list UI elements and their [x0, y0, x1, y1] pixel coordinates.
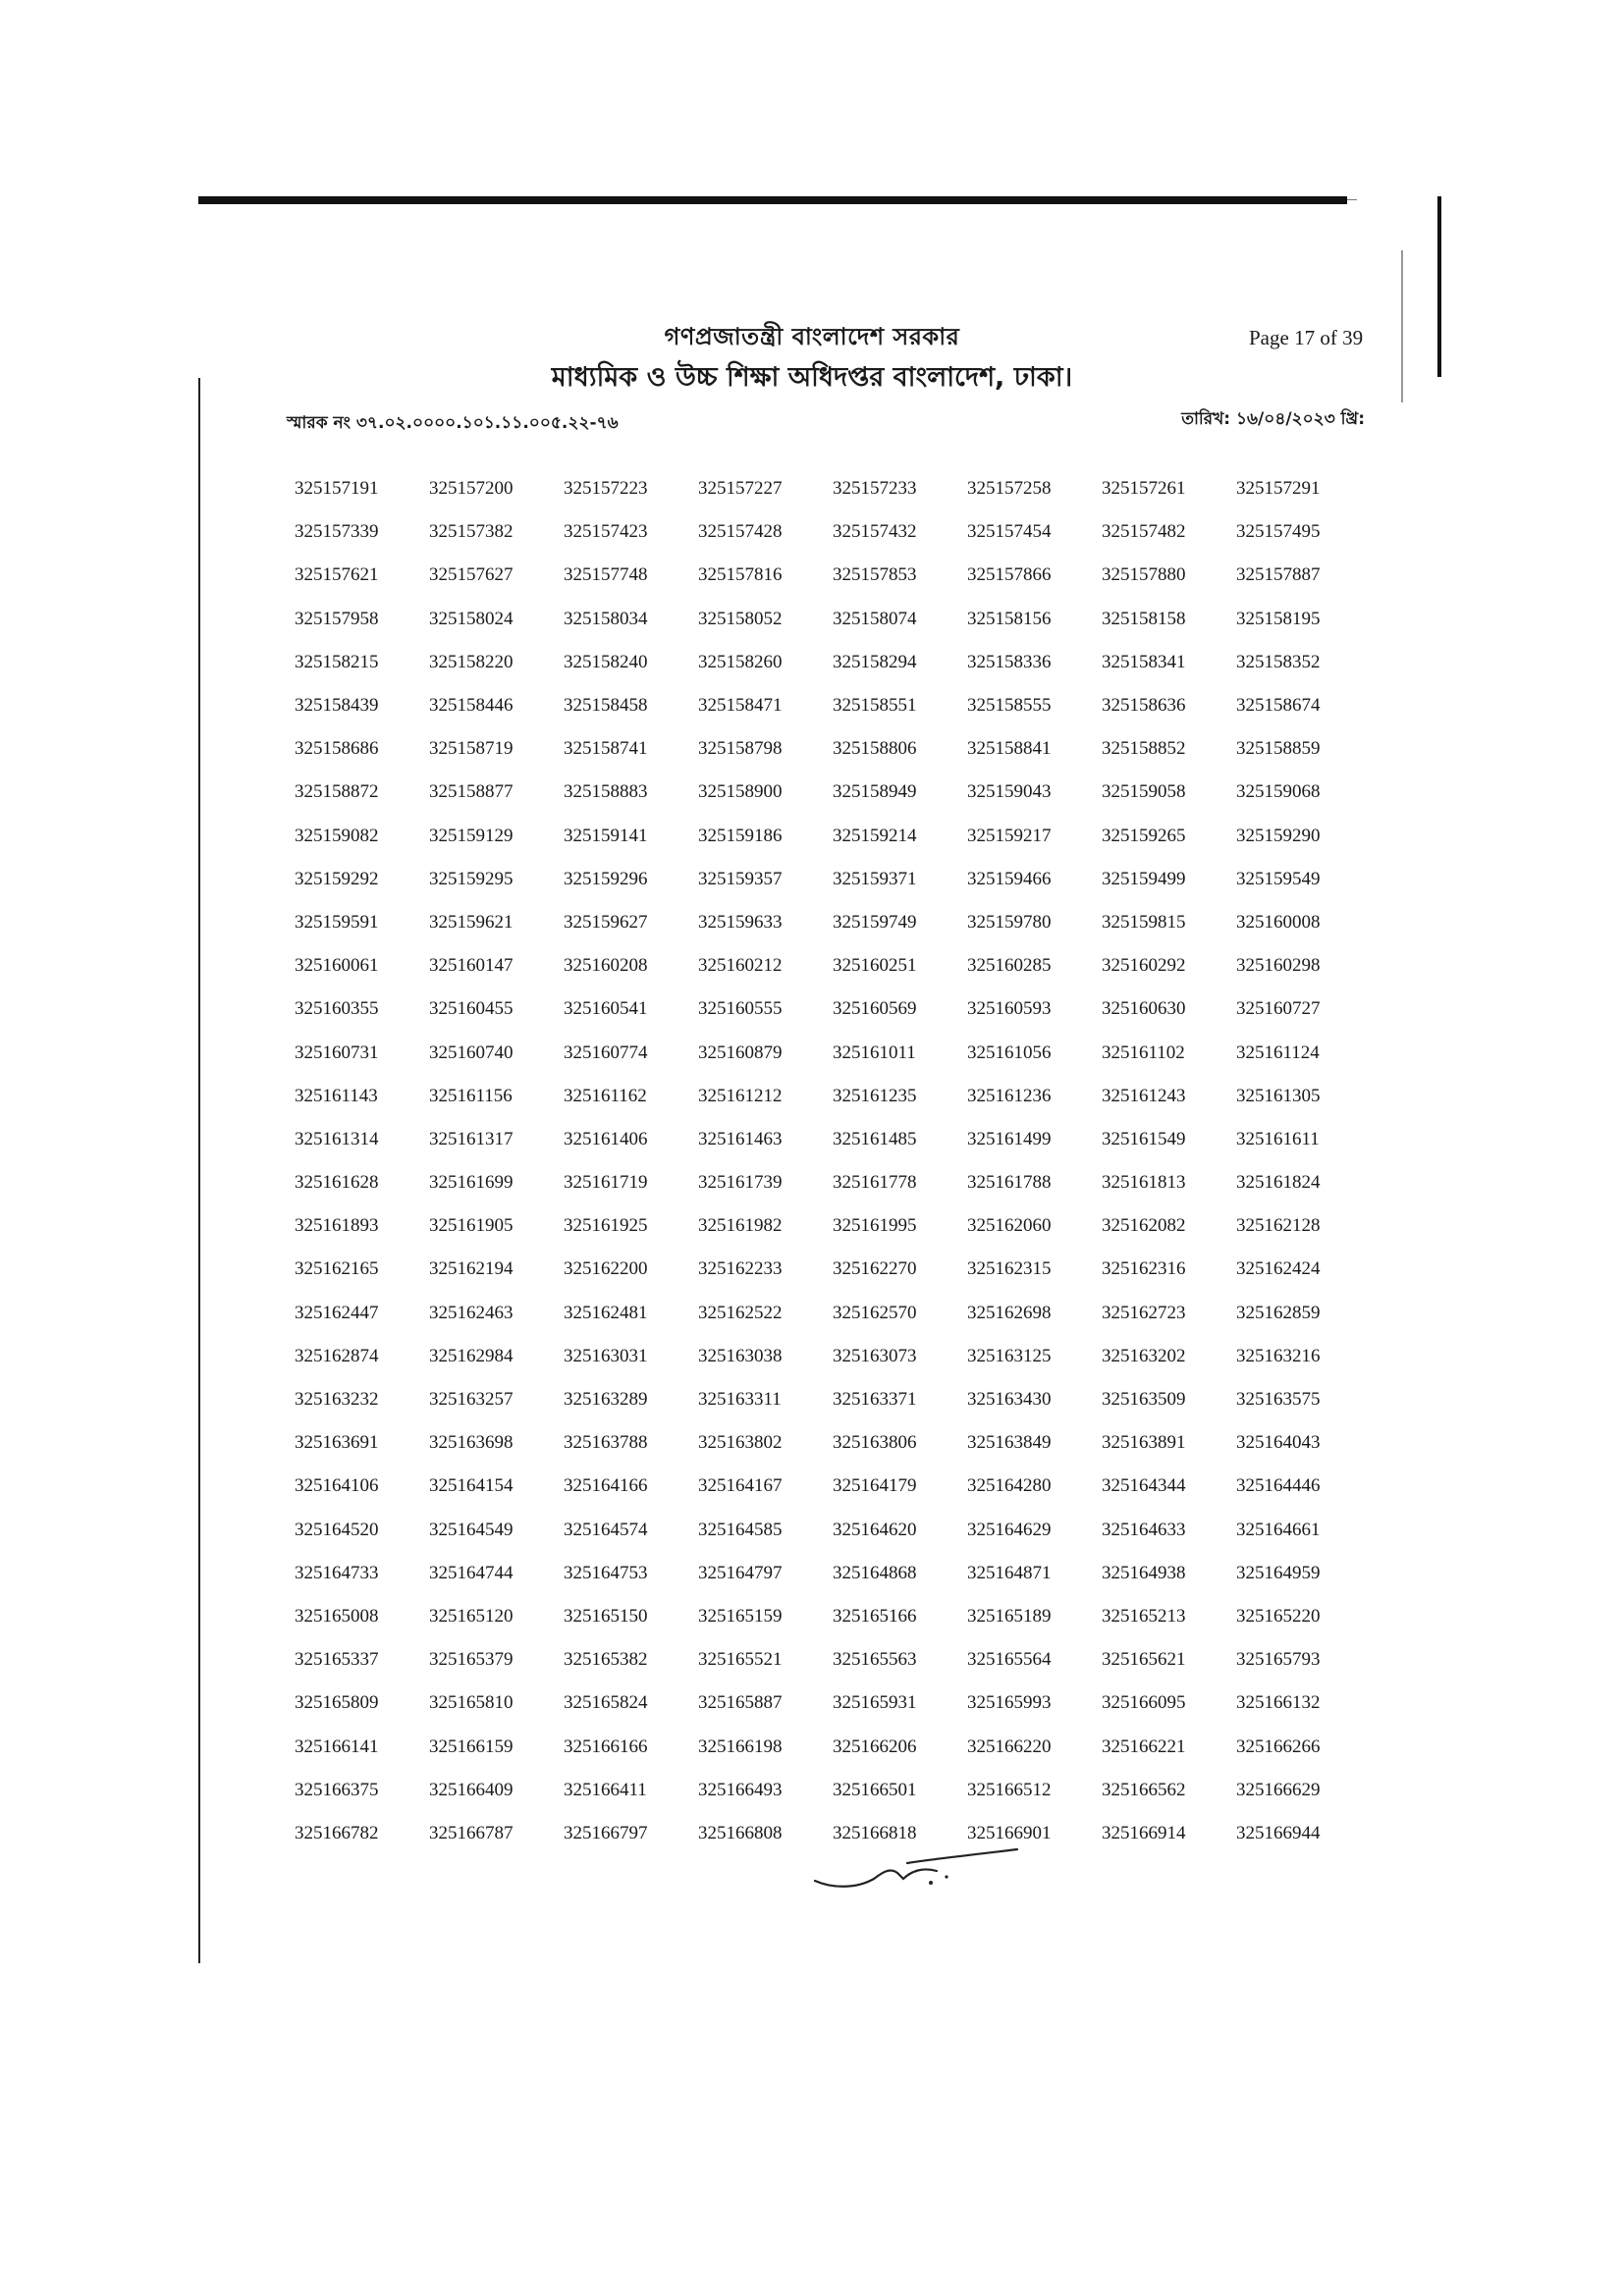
- roll-number-cell: 325166221: [1102, 1735, 1186, 1757]
- roll-number-cell: 325163891: [1102, 1432, 1186, 1454]
- roll-number-cell: 325158336: [967, 651, 1052, 672]
- roll-number-cell: 325159371: [833, 868, 917, 889]
- roll-number-cell: 325166266: [1236, 1735, 1321, 1757]
- roll-number-cell: 325163202: [1102, 1345, 1186, 1366]
- table-row: [295, 901, 1375, 944]
- roll-number-cell: 325162463: [429, 1302, 514, 1323]
- roll-number-cell: 325164154: [429, 1475, 514, 1497]
- roll-number-cell: 325158674: [1236, 695, 1321, 717]
- roll-number-cell: 325161719: [564, 1172, 648, 1194]
- roll-number-cell: 325164166: [564, 1475, 648, 1497]
- roll-number-cell: 325165120: [429, 1605, 514, 1627]
- roll-number-cell: 325159290: [1236, 825, 1321, 846]
- table-row: [295, 467, 1375, 510]
- roll-number-cell: 325166220: [967, 1735, 1052, 1757]
- roll-number-cell: 325166159: [429, 1735, 514, 1757]
- roll-number-cell: 325157432: [833, 521, 917, 543]
- roll-number-cell: 325158471: [698, 695, 783, 717]
- roll-number-cell: 325162698: [967, 1302, 1052, 1323]
- roll-number-cell: 325158446: [429, 695, 514, 717]
- roll-number-cell: 325162723: [1102, 1302, 1186, 1323]
- roll-number-cell: 325161611: [1236, 1128, 1320, 1149]
- table-row: [295, 815, 1375, 858]
- roll-number-cell: 325159082: [295, 825, 379, 846]
- roll-number-cell: 325166141: [295, 1735, 379, 1757]
- table-row: [295, 988, 1375, 1031]
- roll-number-cell: 325164179: [833, 1475, 917, 1497]
- table-row: [295, 1335, 1375, 1378]
- roll-number-cell: 325166787: [429, 1822, 514, 1843]
- roll-number-cell: 325165621: [1102, 1649, 1186, 1671]
- roll-number-cell: 325157233: [833, 478, 917, 500]
- roll-number-cell: 325164959: [1236, 1562, 1321, 1583]
- roll-number-cell: 325161549: [1102, 1128, 1186, 1149]
- roll-number-table: [295, 467, 1375, 1855]
- roll-number-cell: 325162481: [564, 1302, 648, 1323]
- roll-number-cell: 325161056: [967, 1041, 1052, 1063]
- roll-number-cell: 325165220: [1236, 1605, 1321, 1627]
- roll-number-cell: 325159141: [564, 825, 648, 846]
- roll-number-cell: 325162570: [833, 1302, 917, 1323]
- roll-number-cell: 325160541: [564, 998, 648, 1020]
- roll-number-cell: 325161305: [1236, 1085, 1321, 1106]
- roll-number-cell: 325158841: [967, 738, 1052, 760]
- table-row: [295, 1378, 1375, 1421]
- roll-number-cell: 325158551: [833, 695, 917, 717]
- roll-number-cell: 325161235: [833, 1085, 917, 1106]
- roll-number-cell: 325158052: [698, 608, 783, 629]
- roll-number-cell: 325163802: [698, 1432, 783, 1454]
- roll-number-cell: 325165824: [564, 1692, 648, 1714]
- roll-number-cell: 325163849: [967, 1432, 1052, 1454]
- roll-number-cell: 325162984: [429, 1345, 514, 1366]
- roll-number-cell: 325158806: [833, 738, 917, 760]
- roll-number-cell: 325158859: [1236, 738, 1321, 760]
- roll-number-cell: 325161995: [833, 1215, 917, 1237]
- roll-number-cell: 325163430: [967, 1389, 1052, 1411]
- roll-number-cell: 325159633: [698, 911, 783, 933]
- roll-number-cell: 325162200: [564, 1258, 648, 1280]
- roll-number-cell: 325162424: [1236, 1258, 1321, 1280]
- department-title: মাধ্যমিক ও উচ্চ শিক্ষা অধিদপ্তর বাংলাদেশ, ঢাকা।: [551, 362, 1073, 393]
- table-row: [295, 1595, 1375, 1638]
- roll-number-cell: 325165159: [698, 1605, 783, 1627]
- roll-number-cell: 325158240: [564, 651, 648, 672]
- roll-number-cell: 325157880: [1102, 564, 1186, 586]
- roll-number-cell: 325161905: [429, 1215, 514, 1237]
- document-date: তারিখ: ১৬/০৪/২০২৩ খ্রি:: [1181, 409, 1365, 429]
- roll-number-cell: 325163038: [698, 1345, 783, 1366]
- roll-number-cell: 325165213: [1102, 1605, 1186, 1627]
- roll-number-cell: 325161236: [967, 1085, 1052, 1106]
- roll-number-cell: 325165379: [429, 1649, 514, 1671]
- roll-number-cell: 325158156: [967, 608, 1052, 629]
- roll-number-cell: 325157627: [429, 564, 514, 586]
- table-row: [295, 1204, 1375, 1248]
- roll-number-cell: 325158034: [564, 608, 648, 629]
- roll-number-cell: 325164633: [1102, 1519, 1186, 1540]
- roll-number-cell: 325160555: [698, 998, 783, 1020]
- roll-number-cell: 325166944: [1236, 1822, 1321, 1843]
- roll-number-cell: 325161463: [698, 1128, 783, 1149]
- roll-number-cell: 325162874: [295, 1345, 379, 1366]
- left-margin-line: [198, 378, 200, 1963]
- roll-number-cell: 325163691: [295, 1432, 379, 1454]
- table-row: [295, 1465, 1375, 1508]
- roll-number-cell: 325163788: [564, 1432, 648, 1454]
- roll-number-cell: 325166375: [295, 1779, 379, 1800]
- table-row: [295, 598, 1375, 641]
- roll-number-cell: 325166901: [967, 1822, 1052, 1843]
- roll-number-cell: 325160593: [967, 998, 1052, 1020]
- roll-number-cell: 325166782: [295, 1822, 379, 1843]
- roll-number-cell: 325161162: [564, 1085, 647, 1106]
- table-row: [295, 771, 1375, 814]
- roll-number-cell: 325161406: [564, 1128, 648, 1149]
- government-title: গণপ্রজাতন্ত্রী বাংলাদেশ সরকার: [664, 323, 960, 350]
- roll-number-cell: 325158852: [1102, 738, 1186, 760]
- roll-number-cell: 325164620: [833, 1519, 917, 1540]
- roll-number-cell: 325159214: [833, 825, 917, 846]
- roll-number-cell: 325165810: [429, 1692, 514, 1714]
- table-row: [295, 1075, 1375, 1118]
- roll-number-cell: 325162270: [833, 1258, 917, 1280]
- roll-number-cell: 325166818: [833, 1822, 917, 1843]
- roll-number-cell: 325158260: [698, 651, 783, 672]
- top-rule: [198, 196, 1347, 204]
- roll-number-cell: 325160251: [833, 955, 917, 977]
- table-row: [295, 684, 1375, 727]
- roll-number-cell: 325163575: [1236, 1389, 1321, 1411]
- roll-number-cell: 325160292: [1102, 955, 1186, 977]
- table-row: [295, 510, 1375, 554]
- roll-number-cell: 325166198: [698, 1735, 783, 1757]
- table-row: [295, 1638, 1375, 1682]
- roll-number-cell: 325158074: [833, 608, 917, 629]
- roll-number-cell: 325158798: [698, 738, 783, 760]
- roll-number-cell: 325161778: [833, 1172, 917, 1194]
- roll-number-cell: 325165563: [833, 1649, 917, 1671]
- roll-number-cell: 325164661: [1236, 1519, 1321, 1540]
- roll-number-cell: 325163806: [833, 1432, 917, 1454]
- roll-number-cell: 325163216: [1236, 1345, 1321, 1366]
- roll-number-cell: 325159549: [1236, 868, 1321, 889]
- roll-number-cell: 325161893: [295, 1215, 379, 1237]
- roll-number-cell: 325162316: [1102, 1258, 1186, 1280]
- roll-number-cell: 325165521: [698, 1649, 783, 1671]
- roll-number-cell: 325163371: [833, 1389, 917, 1411]
- table-row: [295, 1118, 1375, 1161]
- roll-number-cell: 325159815: [1102, 911, 1186, 933]
- roll-number-cell: 325166629: [1236, 1779, 1321, 1800]
- roll-number-cell: 325164744: [429, 1562, 514, 1583]
- table-row: [295, 1292, 1375, 1335]
- roll-number-cell: 325161314: [295, 1128, 379, 1149]
- roll-number-cell: 325164871: [967, 1562, 1052, 1583]
- roll-number-cell: 325159591: [295, 911, 379, 933]
- roll-number-cell: 325157261: [1102, 478, 1186, 500]
- roll-number-cell: 325159357: [698, 868, 783, 889]
- roll-number-cell: 325164585: [698, 1519, 783, 1540]
- roll-number-cell: 325162165: [295, 1258, 379, 1280]
- table-row: [295, 1031, 1375, 1074]
- roll-number-cell: 325157748: [564, 564, 648, 586]
- roll-number-cell: 325157339: [295, 521, 379, 543]
- table-row: [295, 1725, 1375, 1768]
- roll-number-cell: 325165166: [833, 1605, 917, 1627]
- roll-number-cell: 325163257: [429, 1389, 514, 1411]
- roll-number-cell: 325157495: [1236, 521, 1321, 543]
- table-row: [295, 641, 1375, 684]
- roll-number-cell: 325158949: [833, 781, 917, 803]
- roll-number-cell: 325161788: [967, 1172, 1052, 1194]
- roll-number-cell: 325157887: [1236, 564, 1321, 586]
- roll-number-cell: 325161102: [1102, 1041, 1185, 1063]
- roll-number-cell: 325163125: [967, 1345, 1052, 1366]
- roll-number-cell: 325158872: [295, 781, 379, 803]
- roll-number-cell: 325157866: [967, 564, 1052, 586]
- table-row: [295, 944, 1375, 988]
- roll-number-cell: 325157191: [295, 478, 379, 500]
- roll-number-cell: 325159780: [967, 911, 1052, 933]
- roll-number-cell: 325162082: [1102, 1215, 1186, 1237]
- roll-number-cell: 325166512: [967, 1779, 1052, 1800]
- roll-number-cell: 325161124: [1236, 1041, 1320, 1063]
- roll-number-cell: 325162315: [967, 1258, 1052, 1280]
- roll-number-cell: 325159749: [833, 911, 917, 933]
- roll-number-cell: 325160147: [429, 955, 514, 977]
- roll-number-cell: 325164520: [295, 1519, 379, 1540]
- roll-number-cell: 325157223: [564, 478, 648, 500]
- roll-number-cell: 325158877: [429, 781, 514, 803]
- roll-number-cell: 325158719: [429, 738, 514, 760]
- roll-number-cell: 325158458: [564, 695, 648, 717]
- roll-number-cell: 325159129: [429, 825, 514, 846]
- roll-number-cell: 325160355: [295, 998, 379, 1020]
- roll-number-cell: 325160731: [295, 1041, 379, 1063]
- roll-number-cell: 325161317: [429, 1128, 514, 1149]
- roll-number-cell: 325157423: [564, 521, 648, 543]
- roll-number-cell: 325166411: [564, 1779, 647, 1800]
- roll-number-cell: 325158686: [295, 738, 379, 760]
- roll-number-cell: 325160569: [833, 998, 917, 1020]
- roll-number-cell: 325159499: [1102, 868, 1186, 889]
- table-row: [295, 1248, 1375, 1291]
- roll-number-cell: 325162128: [1236, 1215, 1321, 1237]
- roll-number-cell: 325164549: [429, 1519, 514, 1540]
- roll-number-cell: 325157482: [1102, 521, 1186, 543]
- roll-number-cell: 325162859: [1236, 1302, 1321, 1323]
- roll-number-cell: 325166206: [833, 1735, 917, 1757]
- roll-number-cell: 325158741: [564, 738, 648, 760]
- table-row: [295, 554, 1375, 597]
- roll-number-cell: 325157291: [1236, 478, 1321, 500]
- roll-number-cell: 325161212: [698, 1085, 783, 1106]
- roll-number-cell: 325165887: [698, 1692, 783, 1714]
- roll-number-cell: 325160455: [429, 998, 514, 1020]
- roll-number-cell: 325160008: [1236, 911, 1321, 933]
- roll-number-cell: 325164344: [1102, 1475, 1186, 1497]
- roll-number-cell: 325159296: [564, 868, 648, 889]
- roll-number-cell: 325161011: [833, 1041, 916, 1063]
- roll-number-cell: 325166132: [1236, 1692, 1321, 1714]
- roll-number-cell: 325163232: [295, 1389, 379, 1411]
- roll-number-cell: 325166493: [698, 1779, 783, 1800]
- roll-number-cell: 325157428: [698, 521, 783, 543]
- roll-number-cell: 325166808: [698, 1822, 783, 1843]
- page-number: Page 17 of 39: [1249, 326, 1364, 349]
- table-row: [295, 858, 1375, 901]
- roll-number-cell: 325158215: [295, 651, 379, 672]
- roll-number-cell: 325164629: [967, 1519, 1052, 1540]
- roll-number-cell: 325166409: [429, 1779, 514, 1800]
- roll-number-cell: 325157853: [833, 564, 917, 586]
- roll-number-cell: 325163311: [698, 1389, 782, 1411]
- table-row: [295, 1682, 1375, 1725]
- roll-number-cell: 325166914: [1102, 1822, 1186, 1843]
- roll-number-cell: 325158883: [564, 781, 648, 803]
- roll-number-cell: 325158900: [698, 781, 783, 803]
- roll-number-cell: 325157958: [295, 608, 379, 629]
- roll-number-cell: 325163698: [429, 1432, 514, 1454]
- roll-number-cell: 325164043: [1236, 1432, 1321, 1454]
- roll-number-cell: 325157816: [698, 564, 783, 586]
- roll-number-cell: 325164868: [833, 1562, 917, 1583]
- roll-number-cell: 325158220: [429, 651, 514, 672]
- roll-number-cell: 325162194: [429, 1258, 514, 1280]
- roll-number-cell: 325159265: [1102, 825, 1186, 846]
- roll-number-cell: 325159627: [564, 911, 648, 933]
- roll-number-cell: 325165993: [967, 1692, 1052, 1714]
- roll-number-cell: 325165008: [295, 1605, 379, 1627]
- memo-number: স্মারক নং ৩৭.০২.০০০০.১০১.১১.০০৫.২২-৭৬: [287, 413, 619, 433]
- table-row: [295, 1161, 1375, 1204]
- roll-number-cell: 325159466: [967, 868, 1052, 889]
- roll-number-cell: 325157454: [967, 521, 1052, 543]
- roll-number-cell: 325163289: [564, 1389, 648, 1411]
- roll-number-cell: 325157621: [295, 564, 379, 586]
- roll-number-cell: 325165564: [967, 1649, 1052, 1671]
- roll-number-cell: 325162233: [698, 1258, 783, 1280]
- roll-number-cell: 325163031: [564, 1345, 648, 1366]
- roll-number-cell: 325161499: [967, 1128, 1052, 1149]
- roll-number-cell: 325165382: [564, 1649, 648, 1671]
- roll-number-cell: 325166501: [833, 1779, 917, 1800]
- roll-number-cell: 325162522: [698, 1302, 783, 1323]
- roll-number-cell: 325160774: [564, 1041, 648, 1063]
- roll-number-cell: 325158294: [833, 651, 917, 672]
- roll-number-cell: 325165337: [295, 1649, 379, 1671]
- roll-number-cell: 325164733: [295, 1562, 379, 1583]
- roll-number-cell: 325160061: [295, 955, 379, 977]
- roll-number-cell: 325166166: [564, 1735, 648, 1757]
- table-row: [295, 1769, 1375, 1812]
- roll-number-cell: 325160208: [564, 955, 648, 977]
- roll-number-cell: 325158439: [295, 695, 379, 717]
- roll-number-cell: 325164753: [564, 1562, 648, 1583]
- roll-number-cell: 325159621: [429, 911, 514, 933]
- roll-number-cell: 325163073: [833, 1345, 917, 1366]
- roll-number-cell: 325159068: [1236, 781, 1321, 803]
- roll-number-cell: 325165809: [295, 1692, 379, 1714]
- roll-number-cell: 325160212: [698, 955, 783, 977]
- roll-number-cell: 325159295: [429, 868, 514, 889]
- roll-number-cell: 325165150: [564, 1605, 648, 1627]
- roll-number-cell: 325157227: [698, 478, 783, 500]
- roll-number-cell: 325161982: [698, 1215, 783, 1237]
- roll-number-cell: 325158352: [1236, 651, 1321, 672]
- roll-number-cell: 325160727: [1236, 998, 1321, 1020]
- roll-number-cell: 325160740: [429, 1041, 514, 1063]
- roll-number-cell: 325161628: [295, 1172, 379, 1194]
- roll-number-cell: 325160298: [1236, 955, 1321, 977]
- roll-number-cell: 325162447: [295, 1302, 379, 1323]
- roll-number-cell: 325161925: [564, 1215, 648, 1237]
- roll-number-cell: 325164797: [698, 1562, 783, 1583]
- roll-number-cell: 325158158: [1102, 608, 1186, 629]
- roll-number-cell: 325159217: [967, 825, 1052, 846]
- roll-number-cell: 325163509: [1102, 1389, 1186, 1411]
- roll-number-cell: 325157258: [967, 478, 1052, 500]
- roll-number-cell: 325159043: [967, 781, 1052, 803]
- roll-number-cell: 325161813: [1102, 1172, 1186, 1194]
- roll-number-cell: 325164574: [564, 1519, 648, 1540]
- roll-number-cell: 325161143: [295, 1085, 378, 1106]
- roll-number-cell: 325158636: [1102, 695, 1186, 717]
- roll-number-cell: 325161485: [833, 1128, 917, 1149]
- roll-number-cell: 325161243: [1102, 1085, 1186, 1106]
- roll-number-cell: 325160630: [1102, 998, 1186, 1020]
- roll-number-cell: 325157200: [429, 478, 514, 500]
- roll-number-cell: 325164446: [1236, 1475, 1321, 1497]
- roll-number-cell: 325166797: [564, 1822, 648, 1843]
- roll-number-cell: 325162060: [967, 1215, 1052, 1237]
- table-row: [295, 727, 1375, 771]
- roll-number-cell: 325159186: [698, 825, 783, 846]
- roll-number-cell: 325160285: [967, 955, 1052, 977]
- table-row: [295, 1421, 1375, 1465]
- roll-number-cell: 325161739: [698, 1172, 783, 1194]
- roll-number-cell: 325157382: [429, 521, 514, 543]
- roll-number-cell: 325164280: [967, 1475, 1052, 1497]
- roll-number-cell: 325164106: [295, 1475, 379, 1497]
- roll-number-cell: 325161156: [429, 1085, 513, 1106]
- roll-number-cell: 325161699: [429, 1172, 514, 1194]
- roll-number-cell: 325158195: [1236, 608, 1321, 629]
- roll-number-cell: 325158024: [429, 608, 514, 629]
- roll-number-cell: 325159058: [1102, 781, 1186, 803]
- roll-number-cell: 325164167: [698, 1475, 783, 1497]
- table-row: [295, 1509, 1375, 1552]
- roll-number-cell: 325164938: [1102, 1562, 1186, 1583]
- roll-number-cell: 325158555: [967, 695, 1052, 717]
- roll-number-cell: 325160879: [698, 1041, 783, 1063]
- roll-number-cell: 325166562: [1102, 1779, 1186, 1800]
- roll-number-cell: 325159292: [295, 868, 379, 889]
- roll-number-cell: 325158341: [1102, 651, 1186, 672]
- roll-number-cell: 325165793: [1236, 1649, 1321, 1671]
- table-row: [295, 1552, 1375, 1595]
- roll-number-cell: 325166095: [1102, 1692, 1186, 1714]
- roll-number-cell: 325161824: [1236, 1172, 1321, 1194]
- roll-number-cell: 325165931: [833, 1692, 917, 1714]
- signature-icon: [813, 1845, 1019, 1904]
- roll-number-cell: 325165189: [967, 1605, 1052, 1627]
